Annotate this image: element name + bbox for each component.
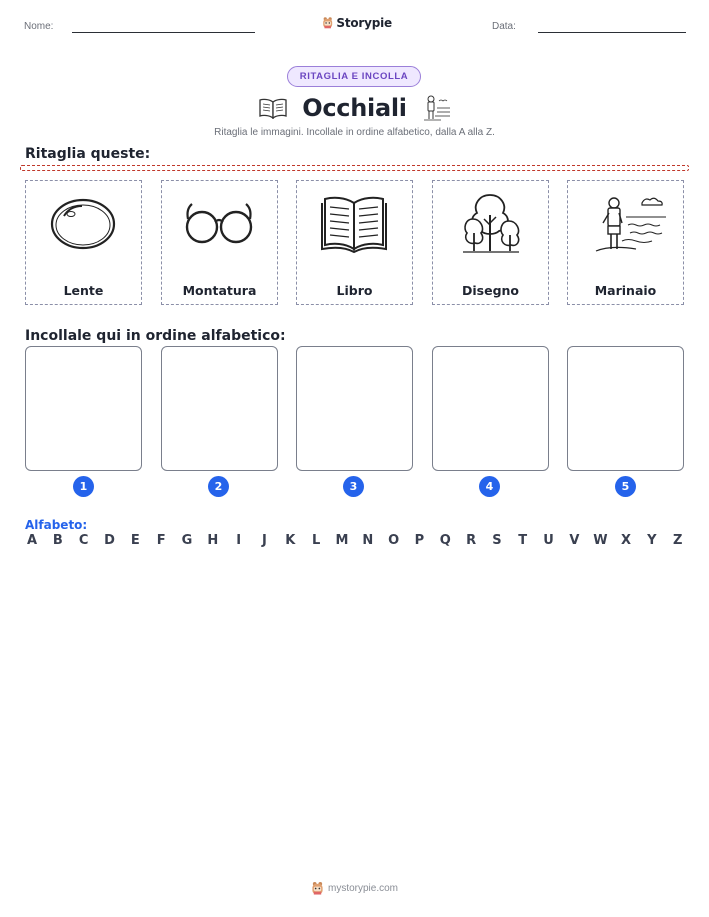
alphabet-letter: Z <box>672 533 683 548</box>
alphabet-letter: R <box>466 533 477 548</box>
alphabet-letter: F <box>156 533 166 548</box>
alphabet-heading: Alfabeto: <box>25 518 88 532</box>
alphabet-letter: X <box>621 533 632 548</box>
cut-card-libro[interactable] <box>296 180 413 305</box>
alphabet-letter: O <box>388 533 400 548</box>
activity-badge: RITAGLIA E INCOLLA <box>287 66 421 87</box>
slot-number-4: 4 <box>479 476 500 497</box>
alphabet-letter: W <box>593 533 608 548</box>
name-label: Nome: <box>24 21 54 32</box>
card-label: Montatura <box>182 283 257 298</box>
instructions: Ritaglia le immagini. Incollale in ordine alfabetico, dalla A alla Z. <box>214 127 495 138</box>
footer <box>0 879 709 897</box>
storypie-logo-icon <box>311 881 324 896</box>
alphabet-letter: I <box>236 533 242 548</box>
alphabet-letter: A <box>26 533 38 548</box>
brand-name: Storypie <box>336 16 392 30</box>
cut-card-marinaio[interactable] <box>567 180 684 305</box>
alphabet-letter: D <box>104 533 115 548</box>
title-row <box>0 92 709 124</box>
cut-line <box>20 165 689 171</box>
paste-slot-4[interactable] <box>432 346 549 471</box>
alphabet-letter: V <box>569 533 580 548</box>
paste-heading: Incollale qui in ordine alfabetico: <box>25 328 286 344</box>
slot-number-1: 1 <box>73 476 94 497</box>
alphabet-letter: B <box>52 533 63 548</box>
slot-number-5: 5 <box>615 476 636 497</box>
alphabet-row <box>25 533 685 551</box>
paste-slot-2[interactable] <box>161 346 278 471</box>
alphabet-letter: G <box>181 533 193 548</box>
book-icon <box>258 97 288 119</box>
alphabet-letter: Y <box>647 533 657 548</box>
brand <box>322 12 392 34</box>
cut-heading: Ritaglia queste: <box>25 146 151 162</box>
card-label: Marinaio <box>594 283 657 298</box>
open-book-icon <box>305 189 403 259</box>
paste-slot-1[interactable] <box>25 346 142 471</box>
cut-card-lente[interactable] <box>25 180 142 305</box>
footer-url[interactable]: mystorypie.com <box>327 882 398 894</box>
page-title: Occhiali <box>302 94 407 122</box>
alphabet-letter: M <box>335 533 349 548</box>
card-label: Lente <box>63 283 104 298</box>
sailor-icon <box>421 93 451 123</box>
alphabet-letter: E <box>130 533 140 548</box>
trees-drawing-icon <box>441 189 539 259</box>
slot-number-3: 3 <box>343 476 364 497</box>
alphabet-letter: C <box>78 533 89 548</box>
alphabet-letter: U <box>543 533 554 548</box>
card-label: Libro <box>336 283 373 298</box>
alphabet-letter: H <box>207 533 219 548</box>
card-label: Disegno <box>461 283 519 298</box>
alphabet-letter: Q <box>439 533 451 548</box>
paste-slot-5[interactable] <box>567 346 684 471</box>
cut-card-montatura[interactable] <box>161 180 278 305</box>
alphabet-letter: K <box>285 533 296 548</box>
alphabet-letter: L <box>311 533 321 548</box>
paste-slot-3[interactable] <box>296 346 413 471</box>
cut-card-disegno[interactable] <box>432 180 549 305</box>
name-line[interactable] <box>72 32 255 33</box>
glasses-frame-icon <box>170 189 268 259</box>
slot-number-2: 2 <box>208 476 229 497</box>
alphabet-letter: J <box>262 533 267 548</box>
date-line[interactable] <box>538 32 686 33</box>
alphabet-letter: N <box>362 533 374 548</box>
alphabet-letter: S <box>492 533 502 548</box>
date-label: Data: <box>492 21 516 32</box>
sailor-icon <box>576 189 674 259</box>
lens-icon <box>34 189 132 259</box>
alphabet-letter: P <box>414 533 425 548</box>
alphabet-letter: T <box>518 533 528 548</box>
storypie-logo-icon <box>322 15 333 31</box>
